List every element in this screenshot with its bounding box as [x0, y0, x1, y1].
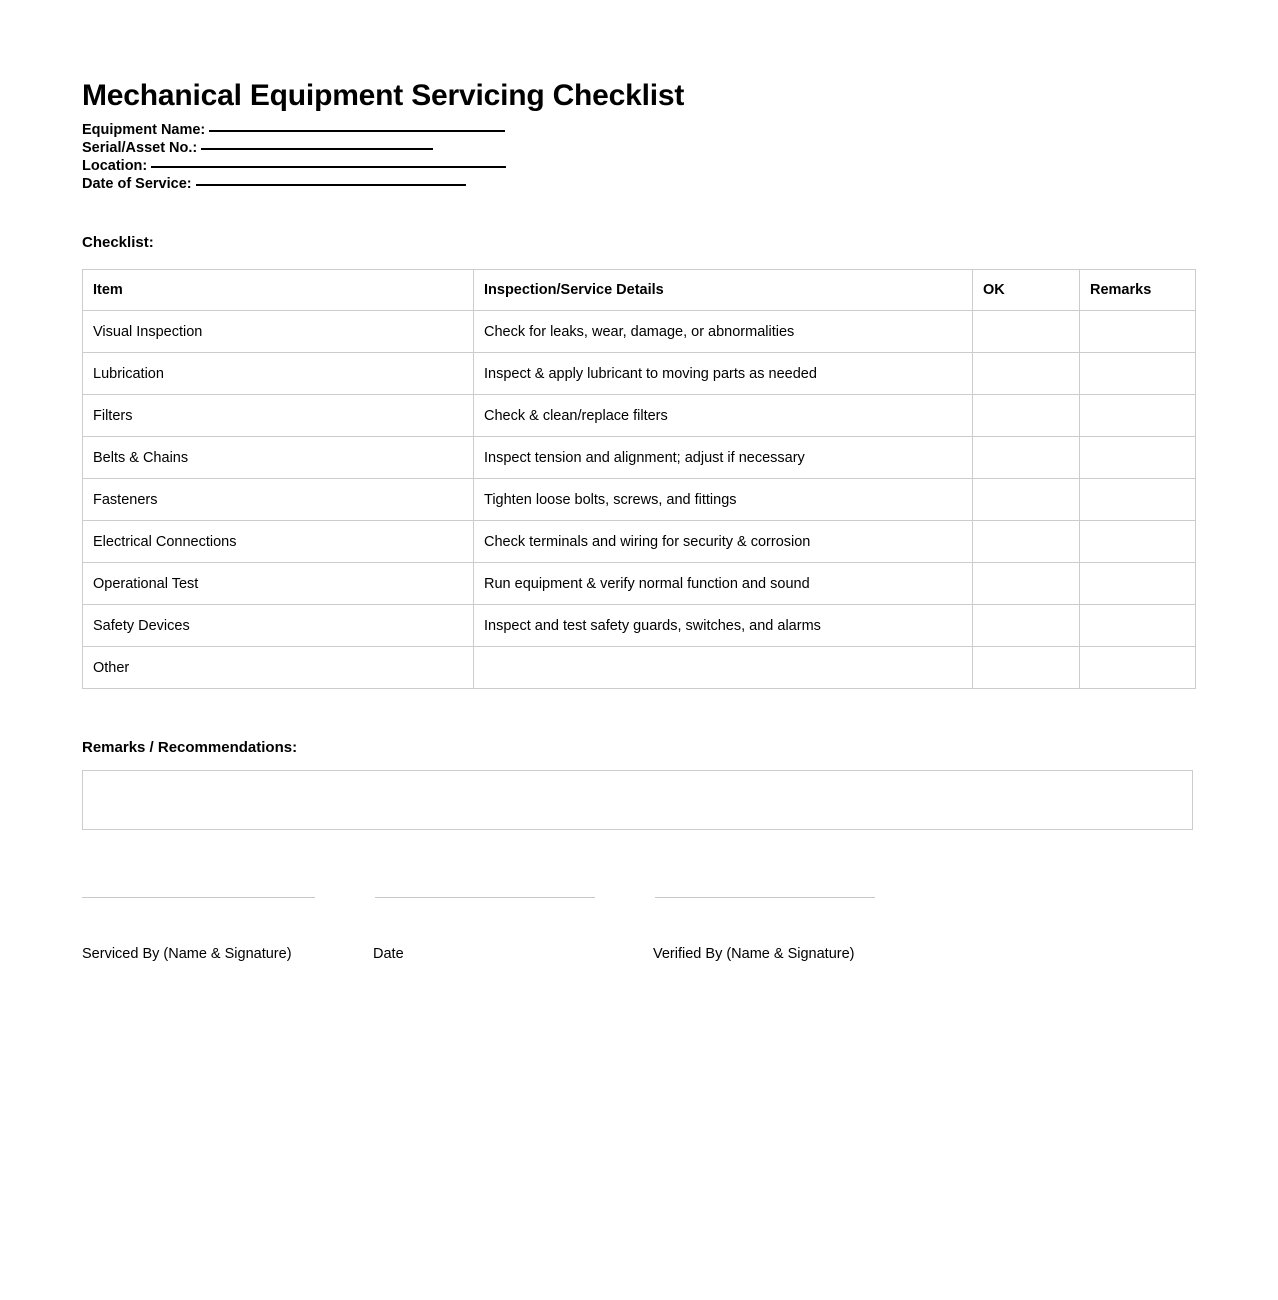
cell-details: Tighten loose bolts, screws, and fittings — [474, 479, 973, 521]
cell-ok[interactable] — [973, 605, 1080, 647]
table-row — [83, 479, 1196, 521]
field-label-serial-asset-no: Serial/Asset No.: — [82, 140, 198, 156]
cell-item: Other — [83, 647, 474, 689]
column-header-item: Item — [83, 270, 474, 311]
field-rule-location[interactable] — [151, 156, 506, 168]
cell-details: Inspect and test safety guards, switches, and alarms — [474, 605, 973, 647]
field-label-location: Location: — [82, 158, 148, 174]
cell-details: Check for leaks, wear, damage, or abnormalities — [474, 311, 973, 353]
cell-remarks[interactable] — [1080, 395, 1196, 437]
cell-ok[interactable] — [973, 563, 1080, 605]
signature-label-verified-by: Verified By (Name & Signature) — [653, 946, 855, 962]
cell-details: Run equipment & verify normal function and sound — [474, 563, 973, 605]
table-row — [83, 311, 1196, 353]
cell-ok[interactable] — [973, 437, 1080, 479]
cell-details — [474, 647, 973, 689]
table-row — [83, 437, 1196, 479]
cell-ok[interactable] — [973, 647, 1080, 689]
signature-line-date[interactable] — [375, 897, 595, 898]
field-label-date-of-service: Date of Service: — [82, 176, 192, 192]
field-label-equipment-name: Equipment Name: — [82, 122, 206, 138]
cell-ok[interactable] — [973, 353, 1080, 395]
cell-item: Electrical Connections — [83, 521, 474, 563]
cell-item: Belts & Chains — [83, 437, 474, 479]
cell-remarks[interactable] — [1080, 437, 1196, 479]
cell-remarks[interactable] — [1080, 353, 1196, 395]
cell-ok[interactable] — [973, 521, 1080, 563]
field-rule-equipment-name[interactable] — [209, 120, 505, 132]
cell-ok[interactable] — [973, 311, 1080, 353]
signature-line-serviced-by[interactable] — [82, 897, 315, 898]
cell-item: Lubrication — [83, 353, 474, 395]
cell-remarks[interactable] — [1080, 563, 1196, 605]
cell-ok[interactable] — [973, 395, 1080, 437]
cell-item: Safety Devices — [83, 605, 474, 647]
field-rule-serial-asset-no[interactable] — [201, 138, 433, 150]
cell-details: Check terminals and wiring for security & corrosion — [474, 521, 973, 563]
column-header-details: Inspection/Service Details — [474, 270, 973, 311]
remarks-heading: Remarks / Recommendations: — [82, 739, 298, 756]
cell-item: Fasteners — [83, 479, 474, 521]
column-header-remarks: Remarks — [1080, 270, 1196, 311]
cell-details: Check & clean/replace filters — [474, 395, 973, 437]
cell-remarks[interactable] — [1080, 479, 1196, 521]
page-title: Mechanical Equipment Servicing Checklist — [82, 79, 685, 113]
table-row — [83, 521, 1196, 563]
signature-line-verified-by[interactable] — [655, 897, 875, 898]
field-rule-date-of-service[interactable] — [196, 174, 466, 186]
field-row-location — [82, 156, 506, 174]
cell-details: Inspect & apply lubricant to moving parts as needed — [474, 353, 973, 395]
remarks-input[interactable] — [82, 770, 1193, 830]
checklist-table — [82, 269, 1196, 689]
checklist-heading: Checklist: — [82, 234, 154, 251]
signature-label-serviced-by: Serviced By (Name & Signature) — [82, 946, 292, 962]
table-row — [83, 563, 1196, 605]
field-row-date-of-service — [82, 174, 506, 192]
cell-ok[interactable] — [973, 479, 1080, 521]
table-header-row — [83, 270, 1196, 311]
field-row-serial-asset-no — [82, 138, 506, 156]
table-row — [83, 353, 1196, 395]
cell-item: Operational Test — [83, 563, 474, 605]
signature-label-date: Date — [373, 946, 404, 962]
cell-item: Filters — [83, 395, 474, 437]
cell-remarks[interactable] — [1080, 647, 1196, 689]
cell-details: Inspect tension and alignment; adjust if necessary — [474, 437, 973, 479]
column-header-ok: OK — [973, 270, 1080, 311]
cell-remarks[interactable] — [1080, 311, 1196, 353]
table-row — [83, 647, 1196, 689]
field-row-equipment-name — [82, 120, 506, 138]
table-row — [83, 605, 1196, 647]
header-fields-block — [82, 120, 506, 192]
cell-remarks[interactable] — [1080, 605, 1196, 647]
table-row — [83, 395, 1196, 437]
cell-remarks[interactable] — [1080, 521, 1196, 563]
cell-item: Visual Inspection — [83, 311, 474, 353]
